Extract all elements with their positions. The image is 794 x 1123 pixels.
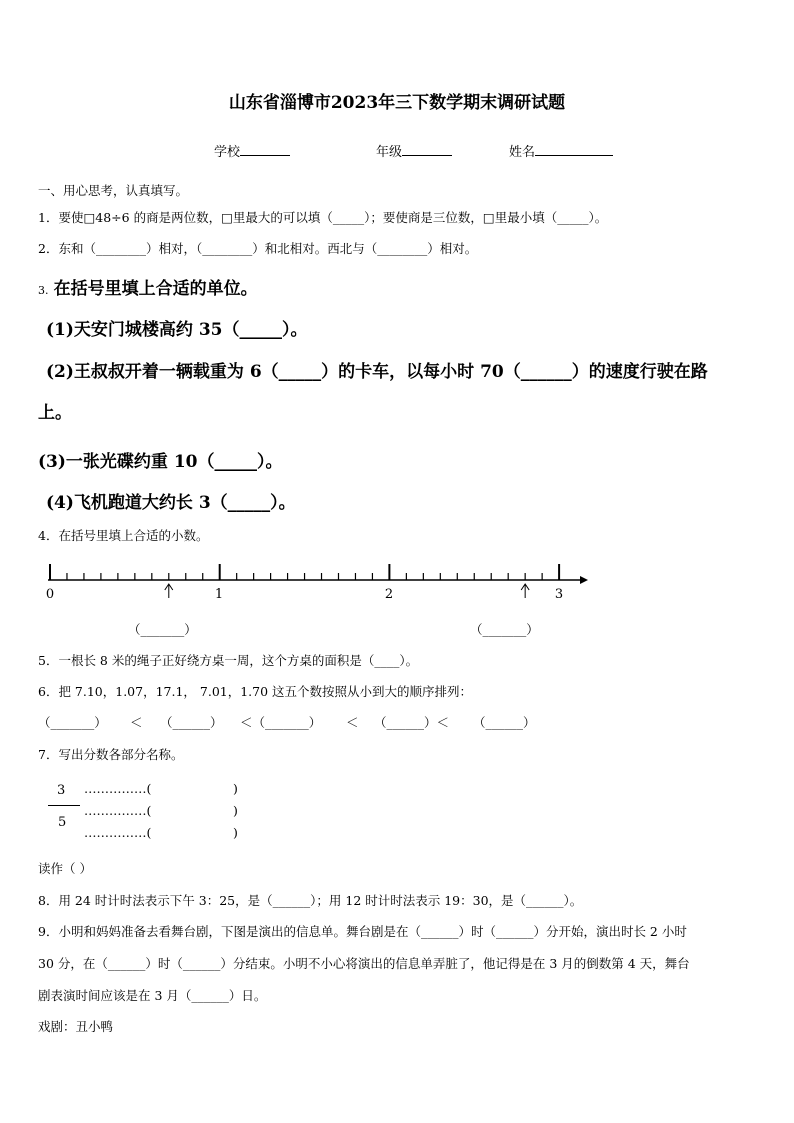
question-9-line3: 剧表演时间应该是在 3 月（______）日。 (38, 988, 267, 1003)
question-3-1: (1)天安门城楼高约 35（_____）。 (46, 320, 308, 340)
q6-blank-5[interactable]: （______） (473, 715, 536, 730)
number-line-ticks (50, 564, 559, 580)
question-3-4: (4)飞机跑道大约长 3（_____）。 (46, 493, 296, 513)
number-line-pointer-arrow (521, 584, 529, 598)
number-line-pointer-arrow (165, 584, 173, 598)
fraction-bar (48, 805, 80, 806)
question-3-stem: 在括号里填上合适的单位。 (53, 279, 258, 299)
q6-blank-1[interactable]: （_______） (38, 715, 107, 730)
q7-close-1: ) (233, 781, 238, 796)
grade-blank[interactable] (402, 142, 452, 156)
q7-dots-2: ……………( (84, 803, 152, 818)
question-1: 1．要使□48÷6 的商是两位数，□里最大的可以填（_____）；要使商是三位数，□里最小填（_____）。 (38, 210, 608, 225)
fraction-numerator: 3 (57, 783, 66, 798)
q7-close-2: ) (233, 803, 238, 818)
question-3 (38, 274, 258, 299)
q6-lt-3: ＜ (346, 715, 359, 730)
question-8: 8．用 24 时计时法表示下午 3：25，是（______）；用 12 时计时法表示 19：30，是（______）。 (38, 893, 583, 908)
q4-blank-2[interactable]: （_______） (470, 622, 539, 637)
q4-blank-1[interactable]: （_______） (128, 622, 197, 637)
question-3-number: 3. (38, 284, 49, 297)
question-4: 4．在括号里填上合适的小数。 (38, 528, 209, 543)
number-line-label-1: 1 (214, 587, 224, 602)
question-2: 2．东和（________）相对，（________）和北相对。西北与（________）相对。 (38, 241, 478, 256)
fraction-denominator: 5 (58, 815, 67, 830)
grade-label: 年级 (376, 145, 403, 160)
question-9-line1: 9．小明和妈妈准备去看舞台剧，下图是演出的信息单。舞台剧是在（______）时（______）分开始，演出时长 2 小时 (38, 924, 687, 939)
q7-close-3: ) (233, 825, 238, 840)
number-line-arrowhead (580, 576, 588, 584)
number-line-label-0: 0 (45, 587, 55, 602)
question-7: 7．写出分数各部分名称。 (38, 747, 184, 762)
page-title: 山东省淄博市2023年三下数学期末调研试题 (228, 93, 566, 113)
school-label: 学校 (214, 145, 241, 160)
section-heading: 一、用心思考，认真填写。 (38, 183, 189, 198)
q6-blank-3[interactable]: ＜（_______） (240, 715, 322, 730)
number-line-label-2: 2 (384, 587, 394, 602)
number-line-label-3: 3 (554, 587, 564, 602)
q6-blank-4[interactable]: （______）＜ (374, 715, 450, 730)
q7-read: 读作（ ） (38, 861, 92, 876)
question-3-3: (3)一张光碟约重 10（_____）。 (38, 452, 283, 472)
name-blank[interactable] (535, 142, 613, 156)
q6-blank-2[interactable]: （______） (160, 715, 223, 730)
number-line (40, 558, 600, 604)
question-6: 6．把 7.10，1.07，17.1， 7.01，1.70 这五个数按照从小到大的顺序排列： (38, 684, 473, 699)
q6-lt-1: ＜ (130, 715, 143, 730)
q7-dots-3: ……………( (84, 825, 152, 840)
name-field (509, 141, 613, 160)
question-3-2-line2: 上。 (38, 403, 72, 423)
question-5: 5．一根长 8 米的绳子正好绕方桌一周，这个方桌的面积是（____）。 (38, 653, 419, 668)
q7-dots-1: ……………( (84, 781, 152, 796)
school-field (214, 141, 290, 160)
question-9-play: 戏剧：丑小鸭 (38, 1019, 114, 1034)
question-3-2-line1: (2)王叔叔开着一辆载重为 6（_____）的卡车，以每小时 70（______）的速度行驶在路 (46, 362, 708, 382)
name-label: 姓名 (509, 145, 536, 160)
question-9-line2: 30 分，在（______）时（______）分结束。小明不小心将演出的信息单弄脏了，他记得是在 3 月的倒数第 4 天，舞台 (38, 956, 690, 971)
school-blank[interactable] (240, 142, 290, 156)
grade-field (376, 141, 452, 160)
